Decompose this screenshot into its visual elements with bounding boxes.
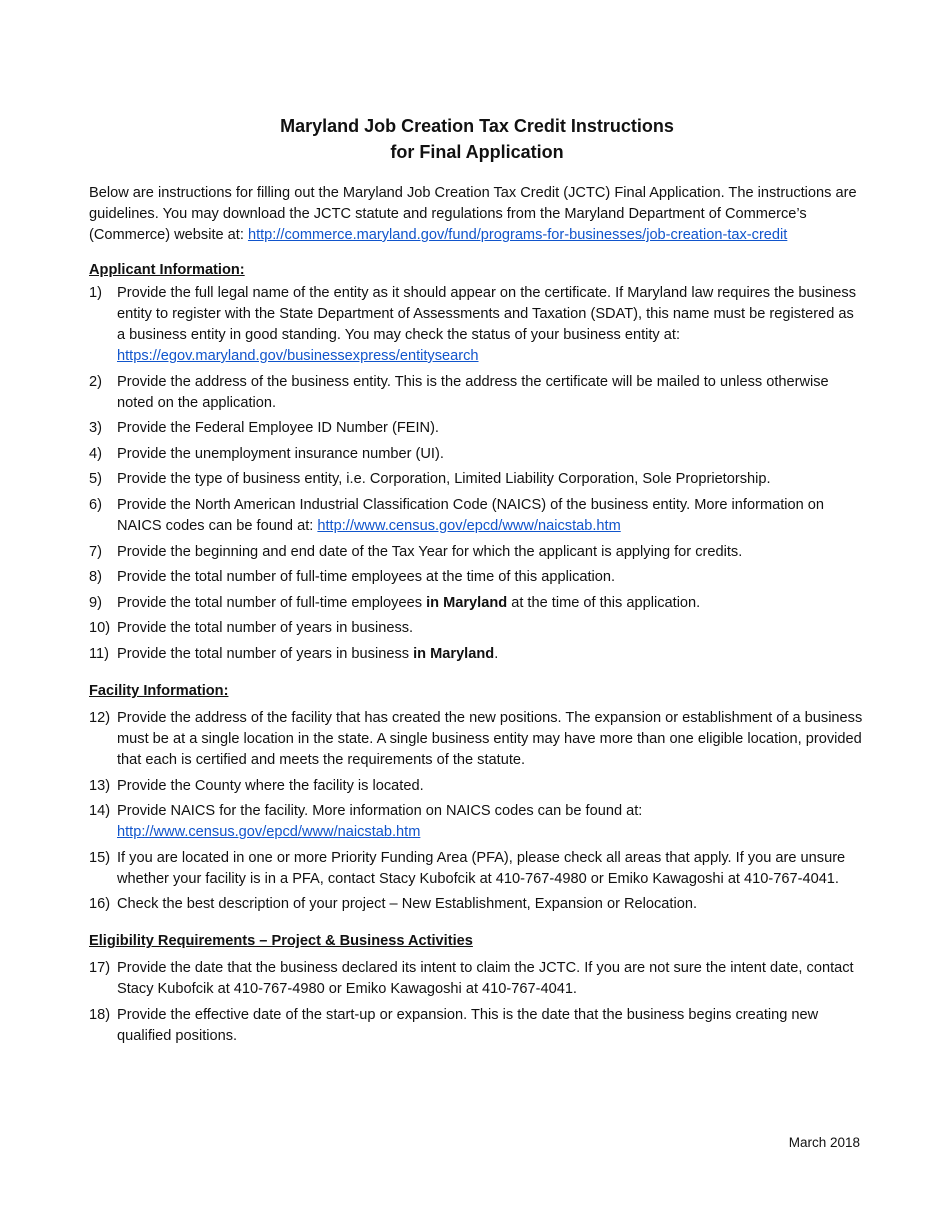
list-item: [89, 708, 865, 771]
footer-date: March 2018: [788, 1135, 860, 1150]
item-text: [117, 620, 413, 636]
item-text: [117, 374, 829, 411]
list-item: [89, 418, 865, 439]
item-number: 7): [89, 543, 102, 560]
item-text-run: Provide the unemployment insurance number (UI).: [117, 445, 444, 462]
item-number: 4): [89, 445, 102, 462]
commerce-website-link[interactable]: http://commerce.maryland.gov/fund/programs-for-businesses/job-creation-tax-credit: [247, 227, 788, 243]
item-number: 5): [89, 471, 102, 488]
intro-paragraph: [89, 183, 865, 246]
item-text: [117, 497, 824, 534]
item-text-run: Provide the total number of full-time employees: [117, 594, 427, 611]
item-text: [117, 960, 854, 997]
item-link[interactable]: http://www.census.gov/epcd/www/naicstab.htm: [117, 824, 421, 841]
item-text: [117, 710, 862, 768]
item-text-run: Provide the address of the facility that has created the new positions. The expansion or establishment of a business must be at a single location in the state. A single business entity may have more than one eligible location, provided that each is certified and meets the requirements of the statute.: [117, 709, 863, 768]
title-line-2: for Final Application: [390, 142, 564, 162]
item-text: [117, 285, 856, 364]
section-heading: Applicant Information:: [89, 262, 245, 278]
section-heading: Facility Information:: [89, 682, 229, 699]
instruction-sections: [89, 260, 865, 1047]
item-number: 16): [89, 896, 111, 913]
list-item: [89, 469, 865, 490]
item-number: 6): [89, 496, 102, 513]
item-text: [117, 778, 424, 794]
item-emphasis: in Maryland: [413, 645, 495, 662]
item-number: 11): [89, 645, 110, 662]
list-item: [89, 894, 865, 915]
item-text-run: If you are located in one or more Priority Funding Area (PFA), please check all areas that apply. If you are unsure whether your facility is in a PFA, contact Stacy Kubofcik at 410-767-4980 or Emiko Kawagoshi at 410-767-4041.: [117, 849, 846, 887]
item-number: 9): [89, 594, 102, 611]
item-text-run: Provide the type of business entity, i.e. Corporation, Limited Liability Corporation, Sole Proprietorship.: [117, 471, 771, 488]
item-text-run: Provide the address of the business entity. This is the address the certificate will be mailed to unless otherwise noted on the application.: [117, 373, 829, 411]
list-item: [89, 542, 865, 563]
item-text: [117, 896, 697, 912]
instruction-list: [89, 708, 865, 915]
item-number: 18): [89, 1006, 111, 1023]
list-item: [89, 776, 865, 797]
item-text: [117, 569, 615, 585]
title-line-1: Maryland Job Creation Tax Credit Instructions: [280, 116, 674, 136]
item-text-run: .: [494, 645, 499, 662]
item-text-run: Provide the total number of years in business.: [117, 620, 414, 637]
item-text-run: Check the best description of your project – New Establishment, Expansion or Relocation.: [117, 896, 697, 913]
item-text-run: Provide the total number of years in business: [117, 645, 414, 662]
item-number: 13): [89, 777, 111, 794]
item-text: [117, 446, 444, 462]
item-text: [117, 595, 700, 611]
item-text: [117, 1007, 818, 1044]
item-text-run: Provide the date that the business declared its intent to claim the JCTC. If you are not sure the intent date, contact Stacy Kubofcik at 410-767-4980 or Emiko Kawagoshi at 410-767-4041.: [117, 960, 854, 998]
list-item: [89, 958, 865, 1000]
intro-text: Below are instructions for filling out the Maryland Job Creation Tax Credit (JCTC) Final Application. The instructions are guidelines. You may download the JCTC statute and regulations from the Maryland Department of Commerce’s (Commerce) website at:: [89, 185, 857, 243]
list-item: [89, 644, 865, 665]
item-text: [117, 420, 439, 436]
item-text-run: Provide the effective date of the start-up or expansion. This is the date that the business begins creating new qualified positions.: [117, 1006, 819, 1044]
item-text-run: Provide the beginning and end date of the Tax Year for which the applicant is applying for credits.: [117, 543, 743, 560]
item-text-run: Provide the North American Industrial Classification Code (NAICS) of the business entity. More information on NAICS codes can be found at:: [117, 496, 825, 534]
item-text-run: Provide the full legal name of the entity as it should appear on the certificate. If Maryland law requires the business entity to register with the State Department of Assessments and Taxation (SDAT), this name must be registered as a business entity in good standing. You may check the status of your business entity at:: [117, 285, 857, 343]
list-item: [89, 801, 865, 843]
item-text: [117, 803, 642, 840]
item-number: 10): [89, 620, 111, 637]
item-number: 17): [89, 960, 111, 977]
list-item: [89, 618, 865, 639]
item-text: [117, 544, 742, 560]
item-link[interactable]: http://www.census.gov/epcd/www/naicstab.htm: [317, 517, 621, 534]
item-text: [117, 850, 845, 887]
item-text-run: Provide NAICS for the facility. More information on NAICS codes can be found at:: [117, 803, 643, 820]
list-item: [89, 495, 865, 537]
list-item: [89, 283, 865, 367]
list-item: [89, 372, 865, 414]
list-item: [89, 593, 865, 614]
item-number: 14): [89, 803, 111, 820]
list-item: [89, 848, 865, 890]
item-text-run: Provide the County where the facility is located.: [117, 777, 424, 794]
item-link[interactable]: https://egov.maryland.gov/businessexpress/entitysearch: [117, 348, 479, 364]
item-text-run: Provide the total number of full-time employees at the time of this application.: [117, 569, 616, 586]
page-title: [89, 113, 865, 165]
instruction-list: [89, 283, 865, 665]
list-item: [89, 444, 865, 465]
document-page: [89, 113, 865, 1052]
item-number: 12): [89, 709, 111, 726]
item-text: [117, 471, 771, 487]
list-item: [89, 1005, 865, 1047]
item-number: 15): [89, 849, 111, 866]
item-emphasis: in Maryland: [426, 594, 508, 611]
instruction-list: [89, 958, 865, 1047]
item-number: 8): [89, 569, 102, 586]
item-text: [117, 646, 498, 662]
item-text-run: at the time of this application.: [507, 594, 701, 611]
item-number: 1): [89, 285, 102, 301]
section-heading: Eligibility Requirements – Project & Business Activities: [89, 933, 473, 950]
list-item: [89, 567, 865, 588]
item-text-run: Provide the Federal Employee ID Number (FEIN).: [117, 420, 439, 437]
item-number: 2): [89, 373, 102, 390]
item-number: 3): [89, 420, 102, 437]
